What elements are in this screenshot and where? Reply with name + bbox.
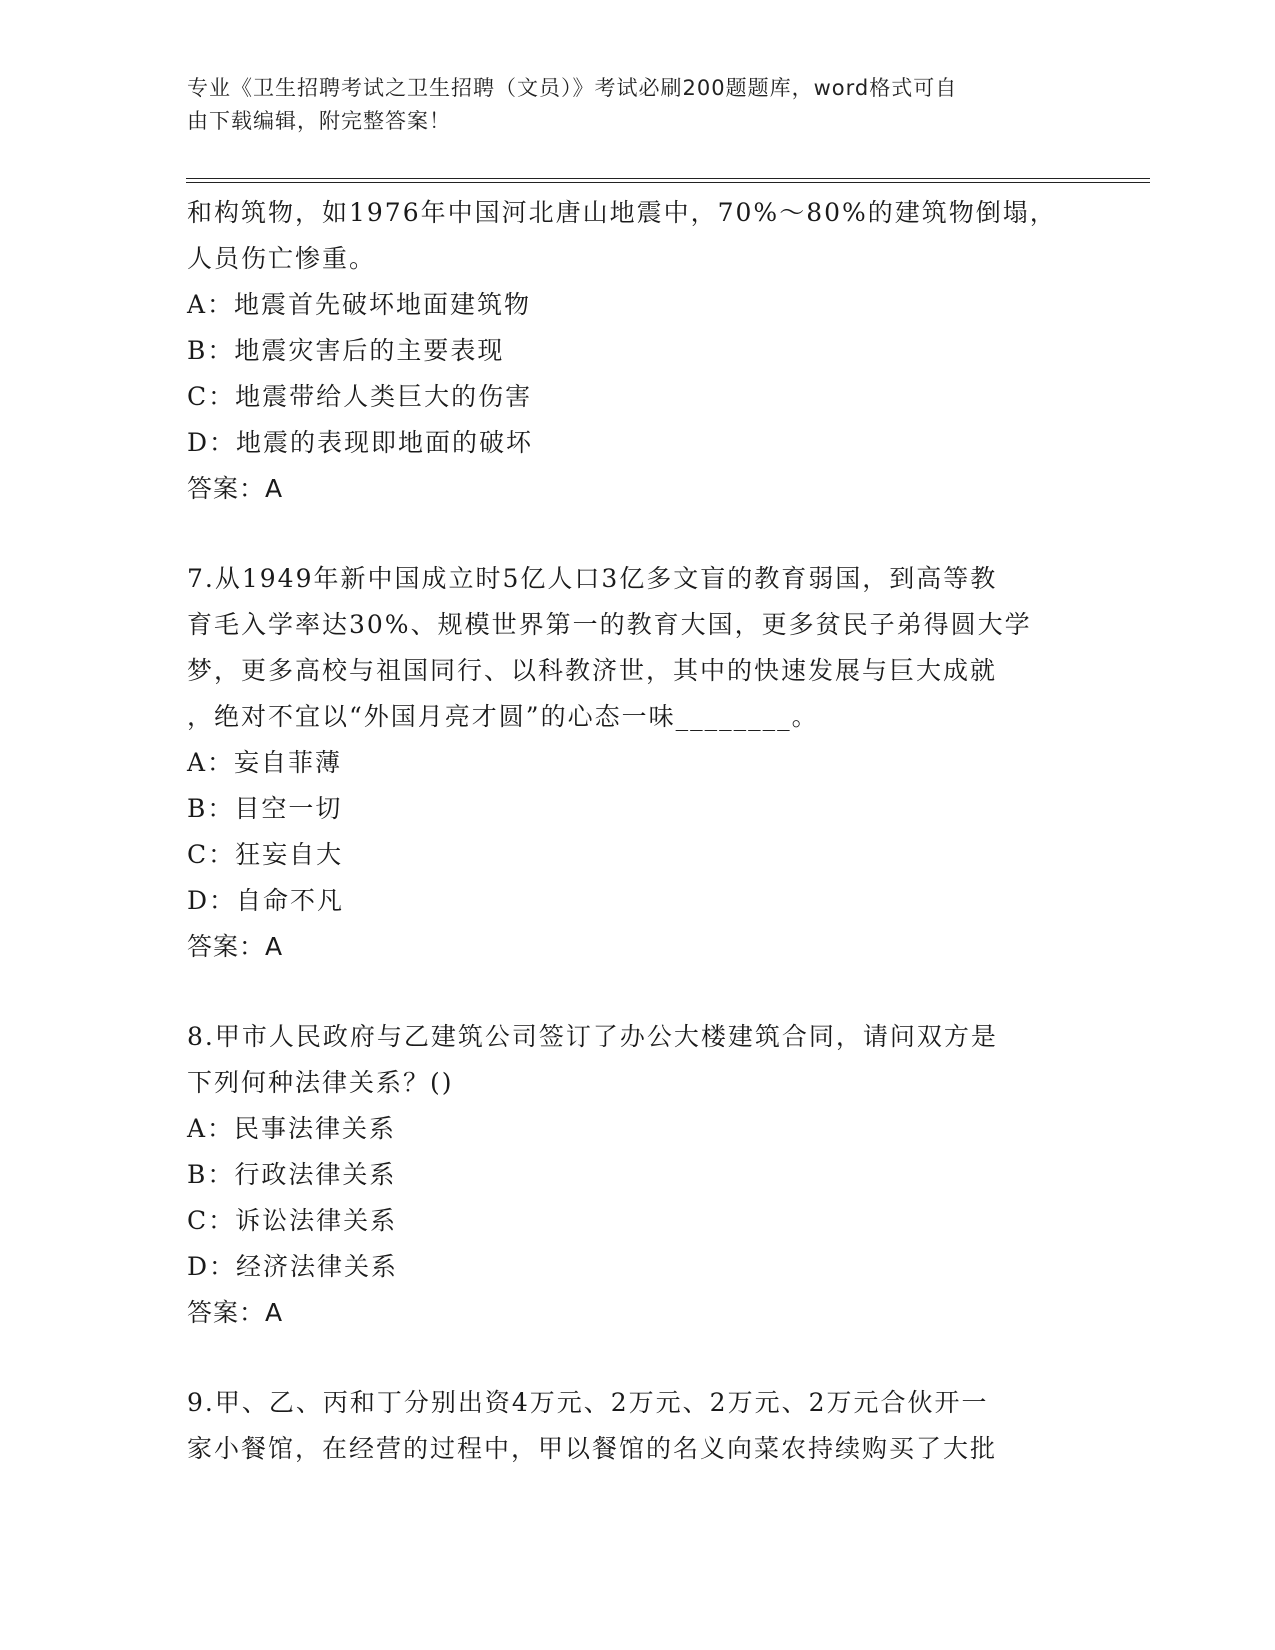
question-8: [187, 1014, 1087, 1336]
option-b: B：行政法律关系: [187, 1160, 397, 1189]
header-rule-bottom: [186, 182, 1150, 183]
question-7: [187, 556, 1087, 970]
option-a: A：地震首先破坏地面建筑物: [187, 290, 532, 319]
question-9: [187, 1380, 1087, 1472]
question-stem-line: 人员伤亡惨重。: [187, 244, 377, 273]
question-6: [187, 190, 1087, 512]
option-d: D：地震的表现即地面的破坏: [187, 428, 534, 457]
option-d: D：经济法律关系: [187, 1252, 399, 1281]
option-c: C：诉讼法律关系: [187, 1206, 398, 1235]
option-a: A：妄自菲薄: [187, 748, 343, 777]
answer-text: 答案：A: [187, 1298, 284, 1327]
question-stem-line: 9.甲、乙、丙和丁分别出资4万元、2万元、2万元、2万元合伙开一: [187, 1388, 989, 1417]
question-stem-line: 育毛入学率达30%、规模世界第一的教育大国，更多贫民子弟得圆大学: [187, 610, 1032, 639]
question-stem-line: 7.从1949年新中国成立时5亿人口3亿多文盲的教育弱国，到高等教: [187, 564, 998, 593]
question-stem-line: ，绝对不宜以“外国月亮才圆”的心态一味________。: [187, 702, 819, 731]
header-line-1: 专业《卫生招聘考试之卫生招聘（文员）》考试必刷200题题库，word格式可自: [187, 76, 958, 100]
option-d: D：自命不凡: [187, 886, 345, 915]
spacer: [187, 512, 1087, 556]
option-b: B：目空一切: [187, 794, 343, 823]
option-b: B：地震灾害后的主要表现: [187, 336, 505, 365]
header-rule-top: [186, 178, 1150, 179]
question-stem-line: 家小餐馆，在经营的过程中，甲以餐馆的名义向菜农持续购买了大批: [187, 1434, 998, 1463]
document-header: [187, 72, 1067, 138]
answer-text: 答案：A: [187, 932, 284, 961]
document-body: [187, 190, 1087, 1472]
question-stem-line: 下列何种法律关系？(): [187, 1068, 454, 1097]
answer-text: 答案：A: [187, 474, 284, 503]
option-c: C：地震带给人类巨大的伤害: [187, 382, 533, 411]
question-stem-line: 8.甲市人民政府与乙建筑公司签订了办公大楼建筑合同，请问双方是: [187, 1022, 998, 1051]
header-line-2: 由下载编辑，附完整答案！: [187, 109, 451, 133]
question-stem-line: 梦，更多高校与祖国同行、以科教济世，其中的快速发展与巨大成就: [187, 656, 998, 685]
option-c: C：狂妄自大: [187, 840, 344, 869]
question-stem-line: 和构筑物，如1976年中国河北唐山地震中，70%～80%的建筑物倒塌，: [187, 198, 1057, 227]
spacer: [187, 1336, 1087, 1380]
option-a: A：民事法律关系: [187, 1114, 397, 1143]
spacer: [187, 970, 1087, 1014]
